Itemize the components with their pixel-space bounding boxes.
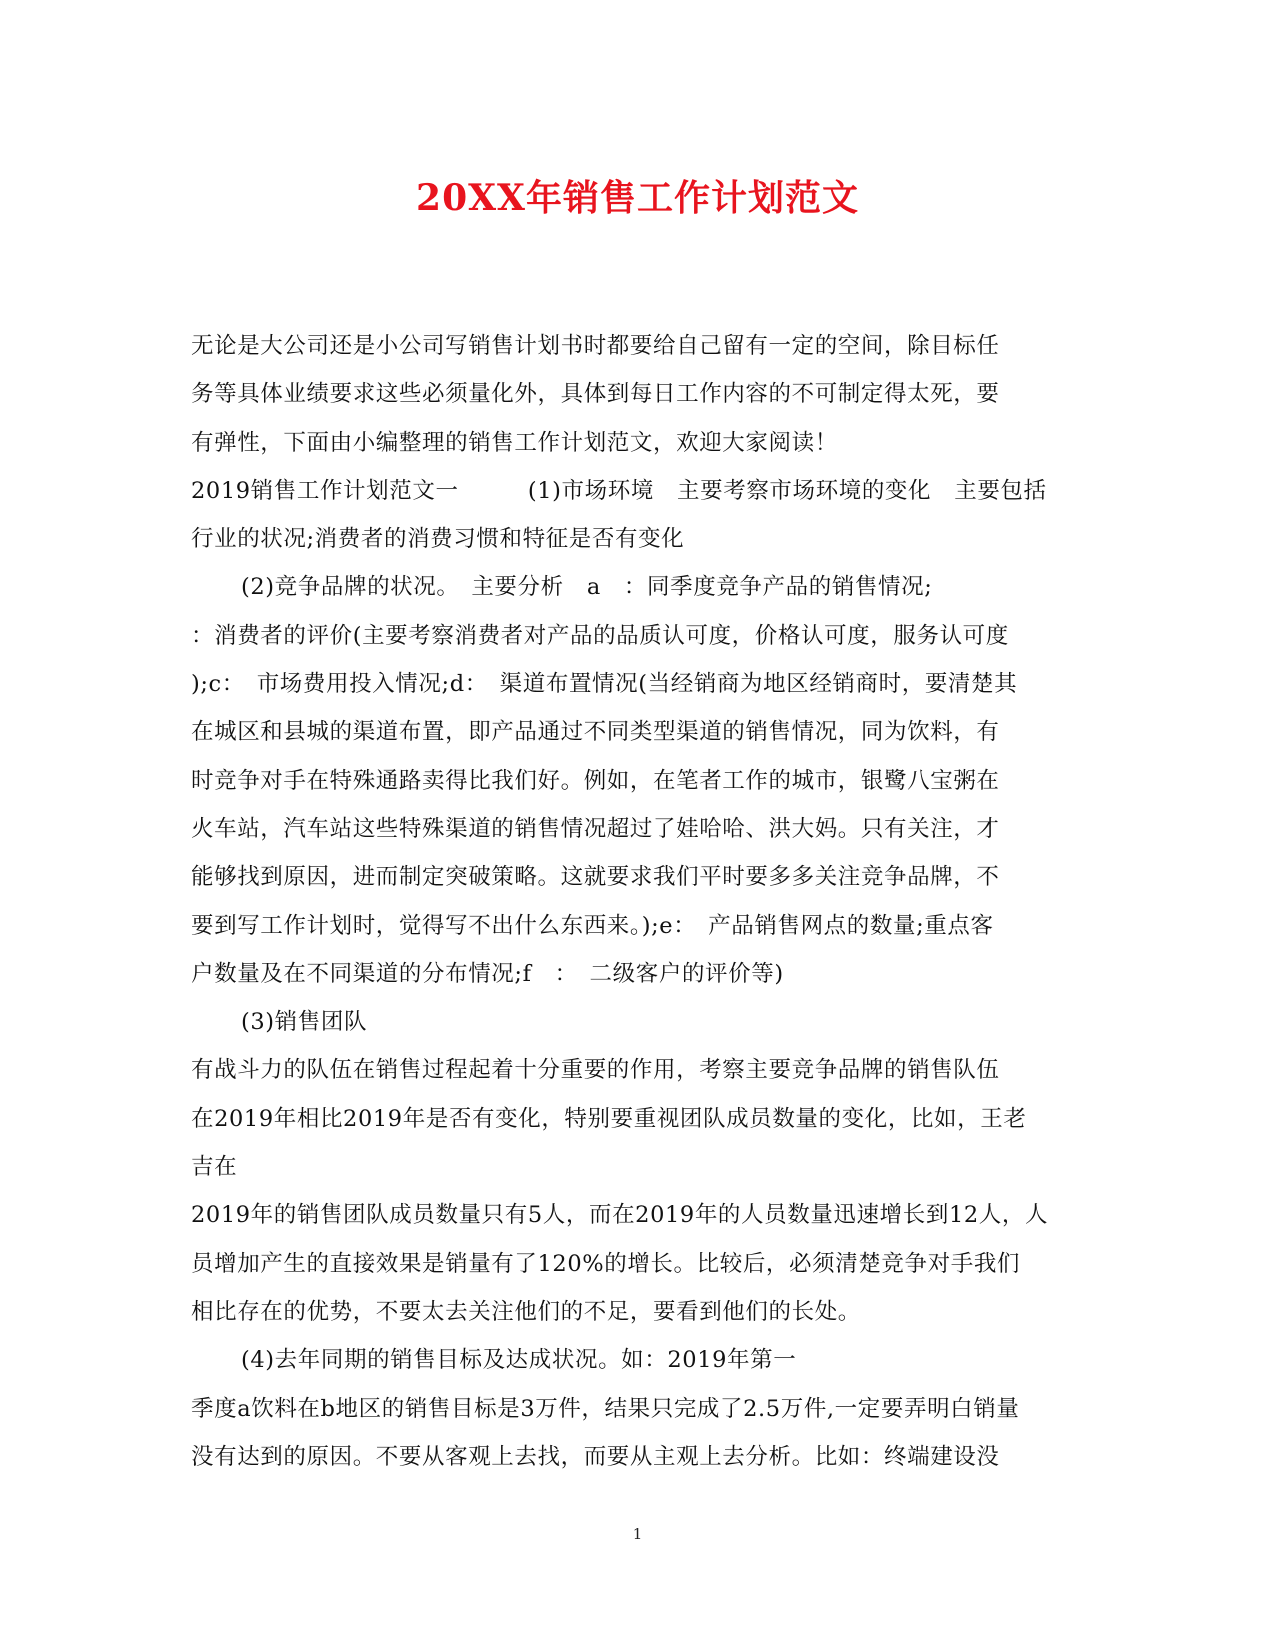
text-line: 无论是大公司还是小公司写销售计划书时都要给自己留有一定的空间，除目标任	[191, 333, 1000, 359]
text-line: 相比存在的优势，不要太去关注他们的不足，要看到他们的长处。	[191, 1298, 861, 1325]
text-line: 2019年的销售团队成员数量只有5人，而在2019年的人员数量迅速增长到12人，人	[191, 1202, 1049, 1229]
text-line: 务等具体业绩要求这些必须量化外，具体到每日工作内容的不可制定得太死，要	[191, 381, 1000, 408]
text-line: 没有达到的原因。不要从客观上去找，而要从主观上去分析。比如：终端建设没	[191, 1443, 1000, 1470]
text-line: (2)竞争品牌的状况。 主要分析 a ：同季度竞争产品的销售情况;	[241, 574, 933, 601]
document-title: 20XX年销售工作计划范文	[416, 177, 859, 219]
text-line: (3)销售团队	[241, 1009, 368, 1036]
text-line: 员增加产生的直接效果是销量有了120%的增长。比较后，必须清楚竞争对手我们	[191, 1250, 1021, 1277]
text-line: 时竞争对手在特殊通路卖得比我们好。例如，在笔者工作的城市，银鹭八宝粥在	[191, 767, 1000, 794]
text-line: 户数量及在不同渠道的分布情况;f ： 二级客户的评价等)	[191, 960, 784, 987]
text-line: 火车站，汽车站这些特殊渠道的销售情况超过了娃哈哈、洪大妈。只有关注，才	[191, 815, 1000, 842]
text-line: 能够找到原因，进而制定突破策略。这就要求我们平时要多多关注竞争品牌，不	[191, 864, 1000, 891]
text-line: 吉在	[191, 1154, 238, 1181]
document-body	[191, 322, 1079, 1481]
text-line: 有战斗力的队伍在销售过程起着十分重要的作用，考察主要竞争品牌的销售队伍	[191, 1057, 1000, 1084]
text-line: 在城区和县城的渠道布置，即产品通过不同类型渠道的销售情况，同为饮料，有	[191, 719, 1000, 746]
page-number: 1	[632, 1525, 643, 1543]
text-line: 2019销售工作计划范文一 (1)市场环境 主要考察市场环境的变化 主要包括	[191, 477, 1047, 504]
text-line: );c： 市场费用投入情况;d： 渠道布置情况(当经销商为地区经销商时，要清楚其	[191, 671, 1018, 698]
text-line: 季度a饮料在b地区的销售目标是3万件，结果只完成了2.5万件,一定要弄明白销量	[191, 1395, 1020, 1422]
text-line: ：消费者的评价(主要考察消费者对产品的品质认可度，价格认可度，服务认可度	[191, 622, 1009, 649]
text-line: (4)去年同期的销售目标及达成状况。如：2019年第一	[241, 1347, 797, 1374]
text-line: 在2019年相比2019年是否有变化，特别要重视团队成员数量的变化，比如，王老	[191, 1105, 1027, 1132]
text-line: 行业的状况;消费者的消费习惯和特征是否有变化	[191, 526, 685, 553]
text-line: 有弹性，下面由小编整理的销售工作计划范文，欢迎大家阅读！	[191, 429, 838, 456]
text-line: 要到写工作计划时，觉得写不出什么东西来。);e： 产品销售网点的数量;重点客	[191, 912, 994, 939]
